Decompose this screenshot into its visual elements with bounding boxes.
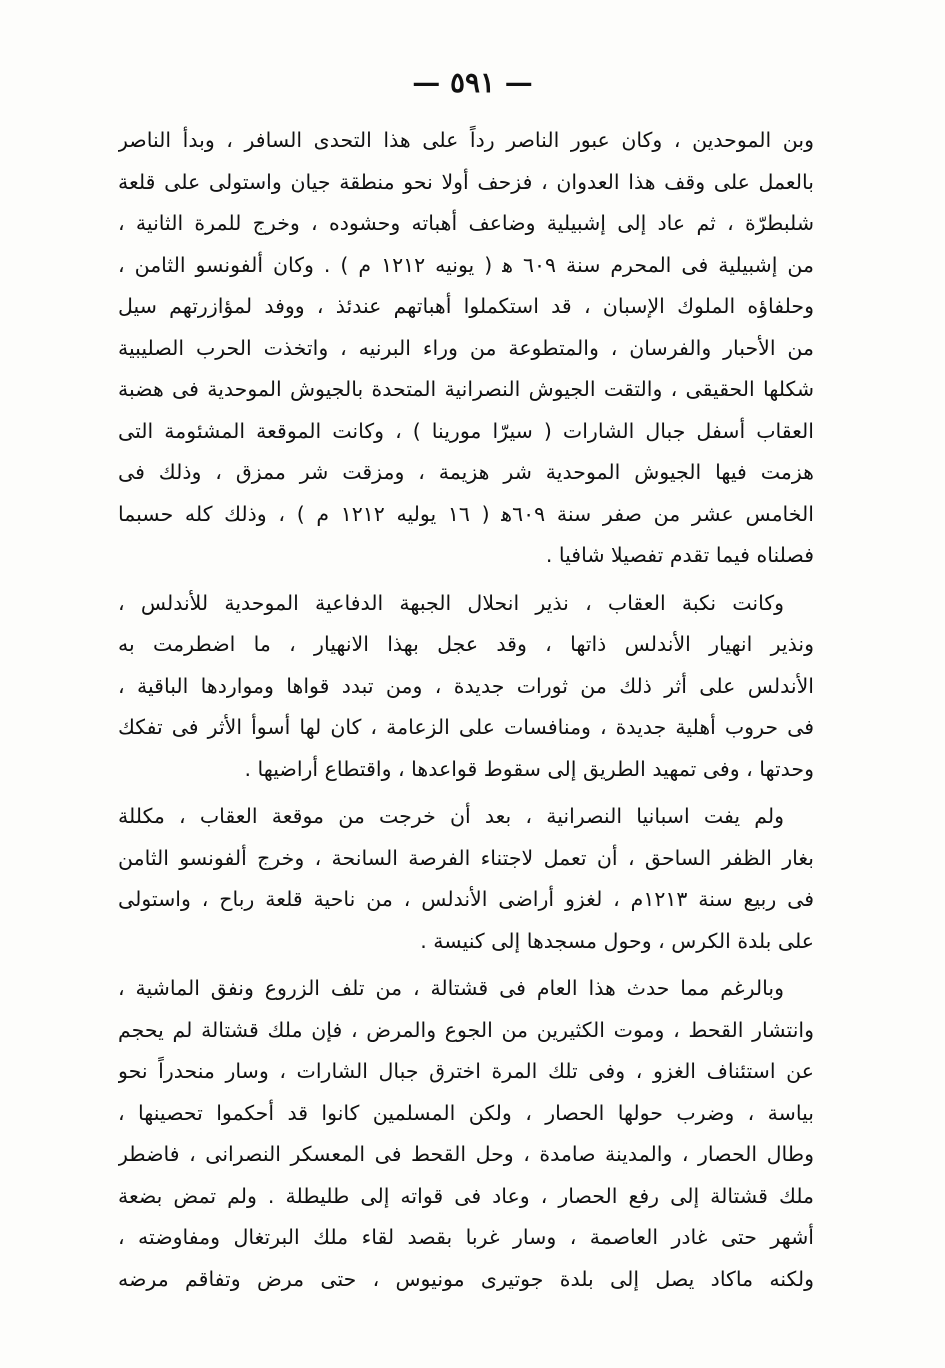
text-line: عن استئناف الغزو ، وفى تلك المرة اخترق جبال الشارات ، وسار منحدراً نحو: [118, 1059, 814, 1083]
text-line: ولم يفت اسبانيا النصرانية ، بعد أن خرجت من موقعة العقاب ، مكللة: [118, 804, 784, 828]
text-line: وبالرغم مما حدث هذا العام فى قشتالة ، من تلف الزروع ونفق الماشية ،: [118, 976, 784, 1000]
text-line: شلبطرّة ، ثم عاد إلى إشبيلية وضاعف أهباته وحشوده ، وخرج للمرة الثانية ،: [118, 211, 814, 235]
text-line: وحدتها ، وفى تمهيد الطريق إلى سقوط قواعدها ، واقتطاع أراضيها .: [244, 756, 814, 781]
text-line: ونذير انهيار الأندلس ذاتها ، وقد عجل بهذا الانهيار ، ما اضطرمت به: [118, 632, 814, 656]
page-number: — ٥٩١ —: [412, 66, 533, 99]
text-line: وانتشار القحط ، وموت الكثيرين من الجوع والمرض ، فإن ملك قشتالة لم يحجم: [118, 1017, 814, 1042]
text-line: بالعمل على وقف هذا العدوان ، فزحف أولا نحو منطقة جيان واستولى على قلعة: [118, 169, 814, 194]
text-line: بياسة ، وضرب حولها الحصار ، ولكن المسلمين كانوا قد أحكموا تحصينها ،: [118, 1100, 814, 1125]
text-line: الخامس عشر من صفر سنة ٦٠٩ﻫ ( ١٦ يوليه ١٢١٢ م ) ، وذلك كله حسبما: [118, 501, 814, 526]
text-line: فى ربيع سنة ١٢١٣م ، لغزو أراضى الأندلس ، من ناحية قلعة رباح ، واستولى: [118, 887, 814, 911]
text-line: فى حروب أهلية جديدة ، ومنافسات على الزعامة ، كان لها أسوأ الأثر فى تفكك: [118, 715, 814, 739]
text-line: ملك قشتالة إلى رفع الحصار ، وعاد فى قواته إلى طليطلة . ولم تمض بضعة: [118, 1183, 814, 1208]
text-line: ولكنه ماكاد يصل إلى بلدة جوتيرى مونيوس ، حتى مرض وتفاقم مرضه: [118, 1266, 814, 1291]
text-line: العقاب أسفل جبال الشارات ( سيرّا مورينا ) ، وكانت الموقعة المشئومة التى: [118, 418, 814, 443]
text-line: بغار الظفر الساحق ، أن تعمل لاجتناء الفرصة السانحة ، وخرج ألفونسو الثامن: [118, 845, 814, 870]
text-line: هزمت فيها الجيوش الموحدية شر هزيمة ، ومزقت شر ممزق ، وذلك فى: [118, 460, 814, 484]
body-text: [118, 120, 814, 1300]
text-line: من الأحبار والفرسان ، والمتطوعة من وراء البرنيه ، واتخذت الحرب الصليبية: [118, 335, 814, 360]
text-line: من إشبيلية فى المحرم سنة ٦٠٩ ﻫ ( يونيه ١٢١٢ م ) . وكان ألفونسو الثامن ،: [118, 252, 814, 277]
text-line: على بلدة الكرس ، وحول مسجدها إلى كنيسة .: [420, 928, 814, 953]
text-line: أشهر حتى غادر العاصمة ، وسار غربا بقصد لقاء ملك البرتغال ومفاوضته ،: [118, 1225, 814, 1249]
text-line: الأندلس على أثر ذلك من ثورات جديدة ، ومن تبدد قواها ومواردها الباقية ،: [118, 673, 814, 698]
text-line: وكانت نكبة العقاب ، نذير انحلال الجبهة الدفاعية الموحدية للأندلس ،: [118, 590, 784, 615]
text-line: وبن الموحدين ، وكان عبور الناصر رداً على هذا التحدى السافر ، وبدأ الناصر: [118, 128, 814, 152]
text-line: فصلناه فيما تقدم تفصيلا شافيا .: [545, 543, 814, 567]
text-line: وحلفاؤه الملوك الإسبان ، قد استكملوا أهباتهم عندئذ ، ووفد لمؤازرتهم سيل: [118, 294, 814, 318]
text-line: شكلها الحقيقى ، والتقت الجيوش النصرانية المتحدة بالجيوش الموحدية فى هضبة: [118, 377, 814, 401]
text-line: وطال الحصار ، والمدينة صامدة ، وحل القحط فى المعسكر النصرانى ، فاضطر: [118, 1142, 814, 1166]
